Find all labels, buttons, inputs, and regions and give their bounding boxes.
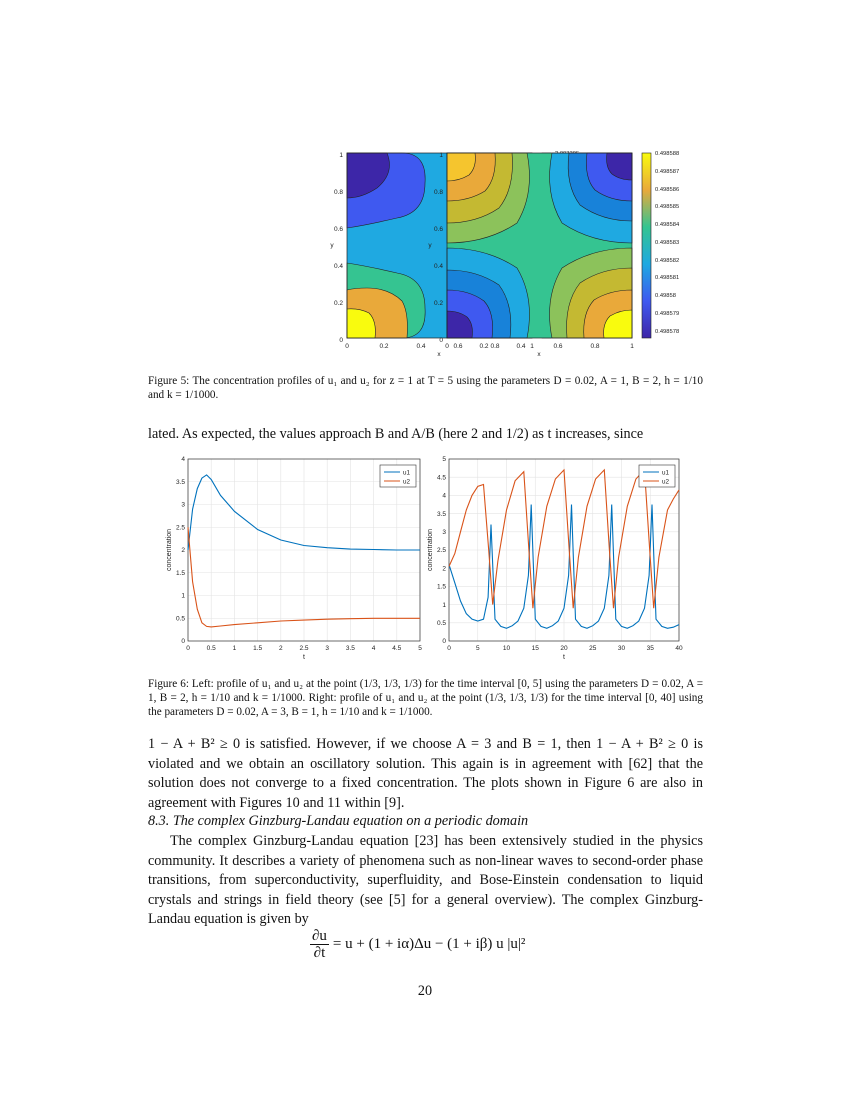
xtick: 0.6 [453, 343, 463, 350]
ytick: 1 [439, 152, 443, 159]
xtick: 0 [447, 645, 451, 652]
page-number: 20 [417, 983, 433, 999]
xtick: 0.4 [516, 343, 526, 350]
xlabel: x [437, 351, 441, 358]
xtick: 4.5 [392, 645, 402, 652]
ytick: 0 [181, 638, 185, 646]
figure-5-caption: Figure 5: The concentration profiles of u₁ and u₂ for z = 1 at T = 5 using the parameters D = 0.02, A = 1, B = 2, h = 1/10 and k = 1/1000. [148, 375, 703, 402]
ytick: 1 [442, 601, 446, 609]
ylabel: concentration [166, 528, 173, 572]
ytick: 0 [442, 638, 446, 646]
xtick: 0 [345, 343, 349, 350]
ytick: 2 [181, 547, 185, 555]
ytick: 0.5 [175, 615, 185, 623]
fig5-right-panel [447, 153, 632, 338]
xtick: 3.5 [345, 645, 355, 652]
xtick: 0.2 [379, 343, 389, 350]
legend-label: u1 [403, 469, 411, 477]
legend [639, 465, 675, 487]
ytick: 3.5 [436, 510, 446, 518]
xtick: 0.2 [479, 343, 489, 350]
svg-text:0.498581: 0.498581 [655, 275, 680, 281]
ytick: 4 [442, 492, 446, 500]
fig6-right-plot [427, 456, 683, 661]
ytick: 0.2 [433, 300, 443, 307]
legend-label: u2 [403, 478, 411, 486]
xtick: 0.5 [206, 645, 216, 652]
ytick: 1.5 [436, 583, 446, 591]
legend-label: u2 [662, 478, 670, 486]
xtick: 20 [560, 645, 568, 652]
xtick: 0.8 [590, 343, 600, 350]
equation-fraction [310, 928, 329, 961]
ytick: 0.8 [433, 189, 443, 196]
xtick: 10 [502, 645, 511, 652]
ylabel: y [428, 242, 432, 249]
ytick: 0.6 [433, 226, 443, 233]
xlabel: x [537, 351, 541, 358]
ytick: 0 [339, 337, 343, 344]
ytick: 4 [181, 456, 185, 464]
ytick: 0.5 [436, 620, 446, 627]
ytick: 0.8 [333, 189, 343, 196]
ytick: 3.5 [175, 478, 185, 486]
ytick: 1.5 [175, 569, 185, 577]
ytick: 2.5 [436, 547, 446, 555]
ytick: 0 [439, 337, 443, 344]
xtick: 1.5 [253, 645, 263, 652]
legend [380, 465, 416, 487]
xtick: 15 [531, 645, 539, 652]
xtick: 0.8 [490, 343, 500, 350]
figure-5-right [420, 145, 700, 360]
xtick: 0 [186, 645, 190, 652]
paragraph-2: 1 − A + B² ≥ 0 is satisfied. However, if we choose A = 3 and B = 1, then 1 − A + B² ≥ 0 is violated and we obtain an oscillatory solution. This again is in agreement with [62] that the solution does not converge to a fixed concentration. The plots shown in Figure 6 are also in agreement with Figures 10 and 11 within [9]. [148, 736, 703, 811]
ytick: 0.2 [333, 300, 343, 307]
xtick: 1 [530, 343, 534, 350]
xtick: 40 [675, 645, 683, 652]
equation-denominator: ∂t [313, 945, 326, 961]
xtick: 4 [371, 645, 376, 652]
ytick: 1 [339, 152, 343, 159]
xtick: 2.5 [299, 645, 309, 652]
svg-text:0.498586: 0.498586 [655, 187, 680, 193]
ytick: 0.4 [433, 263, 443, 270]
ytick: 3 [181, 501, 185, 509]
xlabel: t [303, 654, 305, 661]
paragraph-1: lated. As expected, the values approach B and A/B (here 2 and 1/2) as t increases, since [148, 426, 644, 442]
xtick: 0 [445, 343, 449, 350]
xtick: 30 [617, 645, 626, 652]
ytick: 0.4 [333, 263, 343, 270]
ytick: 2 [442, 565, 446, 573]
fig5-right-colorbar [642, 151, 680, 338]
ytick: 4.5 [436, 474, 446, 482]
svg-text:0.498578: 0.498578 [655, 329, 680, 335]
section-heading: 8.3. The complex Ginzburg-Landau equation on a periodic domain [148, 813, 529, 829]
svg-text:0.498579: 0.498579 [655, 311, 680, 317]
ytick: 3 [442, 529, 446, 536]
ytick: 0.6 [333, 226, 343, 233]
svg-text:0.498588: 0.498588 [655, 151, 680, 157]
figure-6-caption: Figure 6: Left: profile of u₁ and u₂ at the point (1/3, 1/3, 1/3) for the time interval [0, 5] using the parameters D = 0.02, A = 1, B = 2, h = 1/10 and k = 1/1000. Right: profile of u₁ and u₂ at the point (1/3, 1/3, 1/3) for the time interval [0, 40] using the parameters D = 0.02, A = 3, B = 1, h = 1/10 and k = 1/1000. [148, 678, 703, 719]
svg-text:0.498582: 0.498582 [655, 258, 680, 264]
ylabel: y [330, 242, 334, 249]
equation-rhs: = u + (1 + iα)Δu − (1 + iβ) u |u|² [332, 935, 526, 952]
svg-text:0.498583: 0.498583 [655, 240, 680, 246]
xtick: 1 [630, 343, 634, 350]
xtick: 1 [232, 645, 237, 652]
svg-text:0.498587: 0.498587 [655, 169, 680, 175]
svg-text:0.49858: 0.49858 [655, 293, 676, 299]
ylabel: concentration [427, 528, 434, 572]
ytick: 1 [181, 592, 185, 600]
fig6-left-plot [166, 456, 422, 661]
svg-text:0.498584: 0.498584 [655, 222, 680, 228]
xtick: 0.6 [553, 343, 563, 350]
xlabel: t [563, 654, 565, 661]
xtick: 2 [278, 645, 283, 652]
xtick: 5 [418, 645, 422, 652]
ytick: 5 [442, 456, 446, 464]
ytick: 2.5 [175, 524, 185, 532]
xtick: 5 [475, 645, 480, 652]
equation-numerator: ∂u [312, 928, 327, 944]
legend-label: u1 [662, 469, 670, 477]
xtick: 35 [646, 645, 654, 652]
svg-text:0.498585: 0.498585 [655, 204, 680, 210]
xtick: 0.4 [416, 343, 426, 350]
figure-6 [160, 453, 690, 668]
xtick: 3 [325, 645, 330, 652]
equation [310, 928, 525, 961]
paragraph-3: The complex Ginzburg-Landau equation [23] has been extensively studied in the physics community. It describes a variety of phenomena such as non-linear waves to second-order phase transitions, from superconductivity, superfluidity, and Bose-Einstein condensation to liquid crystals and strings in field theory (see [5] for a general overview). The complex Ginzburg-Landau equation is given by [148, 833, 703, 928]
xtick: 25 [589, 645, 597, 652]
